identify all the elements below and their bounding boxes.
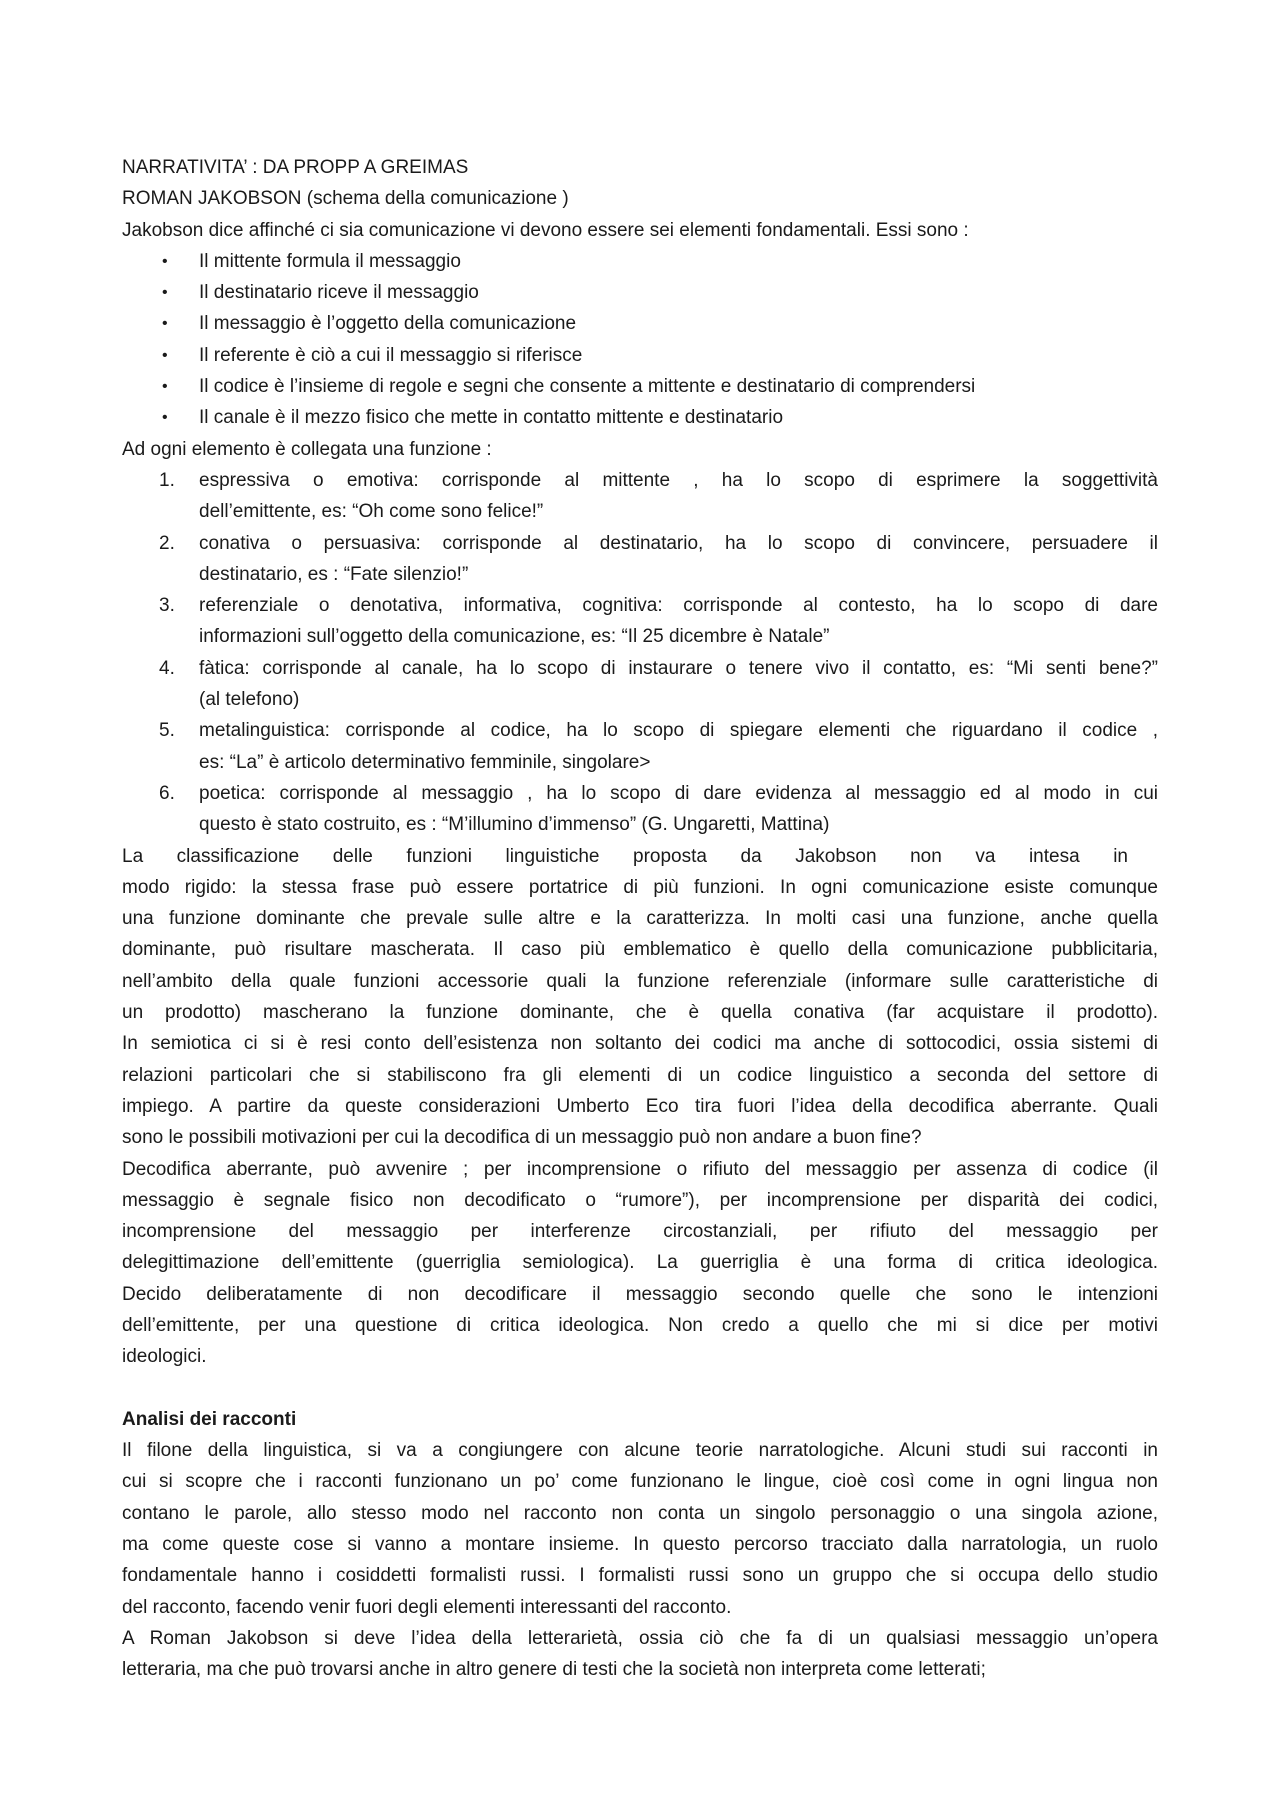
intro-text: Jakobson dice affinché ci sia comunicazione vi devono essere sei elementi fondamentali. Essi sono : <box>122 219 969 241</box>
list-item-text: fàtica: corrisponde al canale, ha lo scopo di instaurare o tenere vivo il contatto, es: “Mi senti bene?” <box>199 657 1158 679</box>
text-line: nell’ambito della quale funzioni accessorie quali la funzione referenziale (informare sulle caratteristiche di <box>122 970 1158 992</box>
paragraph-filone <box>122 1435 1158 1623</box>
text-line: una funzione dominante che prevale sulle altre e la caratterizza. In molti casi una funzione, anche quella <box>122 908 1158 930</box>
list-item <box>159 653 1158 684</box>
text-line: La classificazione delle funzioni linguistiche proposta da Jakobson non va intesa in <box>122 845 1128 867</box>
text-line: del racconto, facendo venir fuori degli elementi interessanti del racconto. <box>122 1596 732 1618</box>
list-item <box>162 308 1158 339</box>
elements-bullet-list <box>122 246 1158 434</box>
text-line: dell’emittente, per una questione di critica ideologica. Non credo a quello che mi si dice per motivi <box>122 1314 1158 1336</box>
text-line: incomprensione del messaggio per interferenze circostanziali, per rifiuto del messaggio per <box>122 1221 1158 1243</box>
text-line: delegittimazione dell’emittente (guerriglia semiologica). La guerriglia è una forma di critica ideologica. <box>122 1252 1158 1274</box>
text-line: Il filone della linguistica, si va a congiungere con alcune teorie narratologiche. Alcuni studi sui racconti in <box>122 1440 1158 1462</box>
list-item-continuation: questo è stato costruito, es : “M’illumino d’immenso” (G. Ungaretti, Mattina) <box>199 814 830 836</box>
list-item-continuation: destinatario, es : “Fate silenzio!” <box>199 563 469 585</box>
bullet-icon: • <box>162 315 168 333</box>
list-item-text: espressiva o emotiva: corrisponde al mittente , ha lo scopo di esprimere la soggettività <box>199 469 1158 491</box>
list-item <box>159 715 1158 746</box>
list-item-text: Il mittente formula il messaggio <box>199 250 461 272</box>
functions-numbered-list <box>122 465 1158 841</box>
list-item-text: metalinguistica: corrisponde al codice, ha lo scopo di spiegare elementi che riguardano il codice , <box>199 720 1158 742</box>
list-item-text: Il destinatario riceve il messaggio <box>199 282 479 304</box>
text-line: relazioni particolari che si stabiliscono fra gli elementi di un codice linguistico a seconda del settore di <box>122 1064 1158 1086</box>
text-line: contano le parole, allo stesso modo nel racconto non conta un singolo personaggio o una singola azione, <box>122 1502 1158 1524</box>
list-item <box>162 340 1158 371</box>
paragraph-classificazione <box>122 841 1158 1154</box>
list-number: 4. <box>159 657 175 679</box>
text-line: impiego. A partire da queste considerazioni Umberto Eco tira fuori l’idea della decodifica aberrante. Quali <box>122 1095 1158 1117</box>
text-line: In semiotica ci si è resi conto dell’esistenza non soltanto dei codici ma anche di sottocodici, ossia sistemi di <box>122 1033 1158 1055</box>
bullet-icon: • <box>162 378 168 396</box>
document-title: NARRATIVITA’ : DA PROPP A GREIMAS <box>122 157 469 178</box>
list-number: 2. <box>159 532 175 554</box>
list-item-continuation: informazioni sull’oggetto della comunicazione, es: “Il 25 dicembre è Natale” <box>199 626 830 648</box>
list-item <box>162 246 1158 277</box>
list-item-text: conativa o persuasiva: corrisponde al destinatario, ha lo scopo di convincere, persuadere il <box>199 532 1158 554</box>
text-line: modo rigido: la stessa frase può essere portatrice di più funzioni. In ogni comunicazione esiste comunque <box>122 876 1158 898</box>
text-line: letteraria, ma che può trovarsi anche in altro genere di testi che la società non interpreta come letterati; <box>122 1659 986 1681</box>
list-number: 3. <box>159 595 175 617</box>
paragraph-letterarieta <box>122 1623 1158 1686</box>
text-line: cui si scopre che i racconti funzionano un po’ come funzionano le lingue, cioè così come in ogni lingua non <box>122 1471 1158 1493</box>
text-line: ideologici. <box>122 1346 207 1368</box>
paragraph-decodifica <box>122 1154 1158 1373</box>
text-line: un prodotto) mascherano la funzione dominante, che è quella conativa (far acquistare il prodotto). <box>122 1002 1158 1024</box>
text-line: sono le possibili motivazioni per cui la decodifica di un messaggio può non andare a buon fine? <box>122 1127 922 1149</box>
list-item-continuation: dell’emittente, es: “Oh come sono felice!” <box>199 501 544 523</box>
list-number: 6. <box>159 782 175 804</box>
list-item-continuation: es: “La” è articolo determinativo femminile, singolare> <box>199 751 651 773</box>
text-line: messaggio è segnale fisico non decodificato o “rumore”), per incomprensione per disparità dei codici, <box>122 1189 1158 1211</box>
text-line: fondamentale hanno i cosiddetti formalisti russi. I formalisti russi sono un gruppo che si occupa dello studio <box>122 1565 1158 1587</box>
document-subtitle: ROMAN JAKOBSON (schema della comunicazione ) <box>122 188 569 210</box>
list-item <box>159 465 1158 496</box>
list-number: 1. <box>159 469 175 491</box>
list-item <box>159 528 1158 559</box>
functions-intro: Ad ogni elemento è collegata una funzione : <box>122 438 492 460</box>
bullet-icon: • <box>162 252 168 270</box>
list-item <box>159 590 1158 621</box>
text-line: dominante, può risultare mascherata. Il caso più emblematico è quello della comunicazione pubblicitaria, <box>122 939 1158 961</box>
list-item-text: Il referente è ciò a cui il messaggio si riferisce <box>199 344 583 366</box>
section-heading: Analisi dei racconti <box>122 1408 297 1430</box>
blank-line <box>122 1373 1158 1404</box>
list-item-text: Il codice è l’insieme di regole e segni che consente a mittente e destinatario di comprendersi <box>199 376 976 398</box>
text-line: A Roman Jakobson si deve l’idea della letterarietà, ossia ciò che fa di un qualsiasi messaggio un’opera <box>122 1627 1158 1649</box>
list-item <box>162 402 1158 433</box>
list-item-continuation: (al telefono) <box>199 689 300 711</box>
list-item <box>162 277 1158 308</box>
list-item-text: Il messaggio è l’oggetto della comunicazione <box>199 313 577 335</box>
list-number: 5. <box>159 720 175 742</box>
list-item <box>162 371 1158 402</box>
bullet-icon: • <box>162 346 168 364</box>
list-item-text: referenziale o denotativa, informativa, cognitiva: corrisponde al contesto, ha lo scopo di dare <box>199 595 1158 617</box>
text-line: ma come queste cose si vanno a montare insieme. In questo percorso tracciato dalla narratologia, un ruolo <box>122 1534 1158 1556</box>
bullet-icon: • <box>162 409 168 427</box>
list-item <box>159 778 1158 809</box>
document-page <box>122 152 1158 1686</box>
list-item-text: poetica: corrisponde al messaggio , ha lo scopo di dare evidenza al messaggio ed al modo in cui <box>199 782 1158 804</box>
bullet-icon: • <box>162 284 168 302</box>
list-item-text: Il canale è il mezzo fisico che mette in contatto mittente e destinatario <box>199 407 784 429</box>
text-line: Decodifica aberrante, può avvenire ; per incomprensione o rifiuto del messaggio per assenza di codice (il <box>122 1158 1158 1180</box>
text-line: Decido deliberatamente di non decodificare il messaggio secondo quelle che sono le intenzioni <box>122 1283 1158 1305</box>
